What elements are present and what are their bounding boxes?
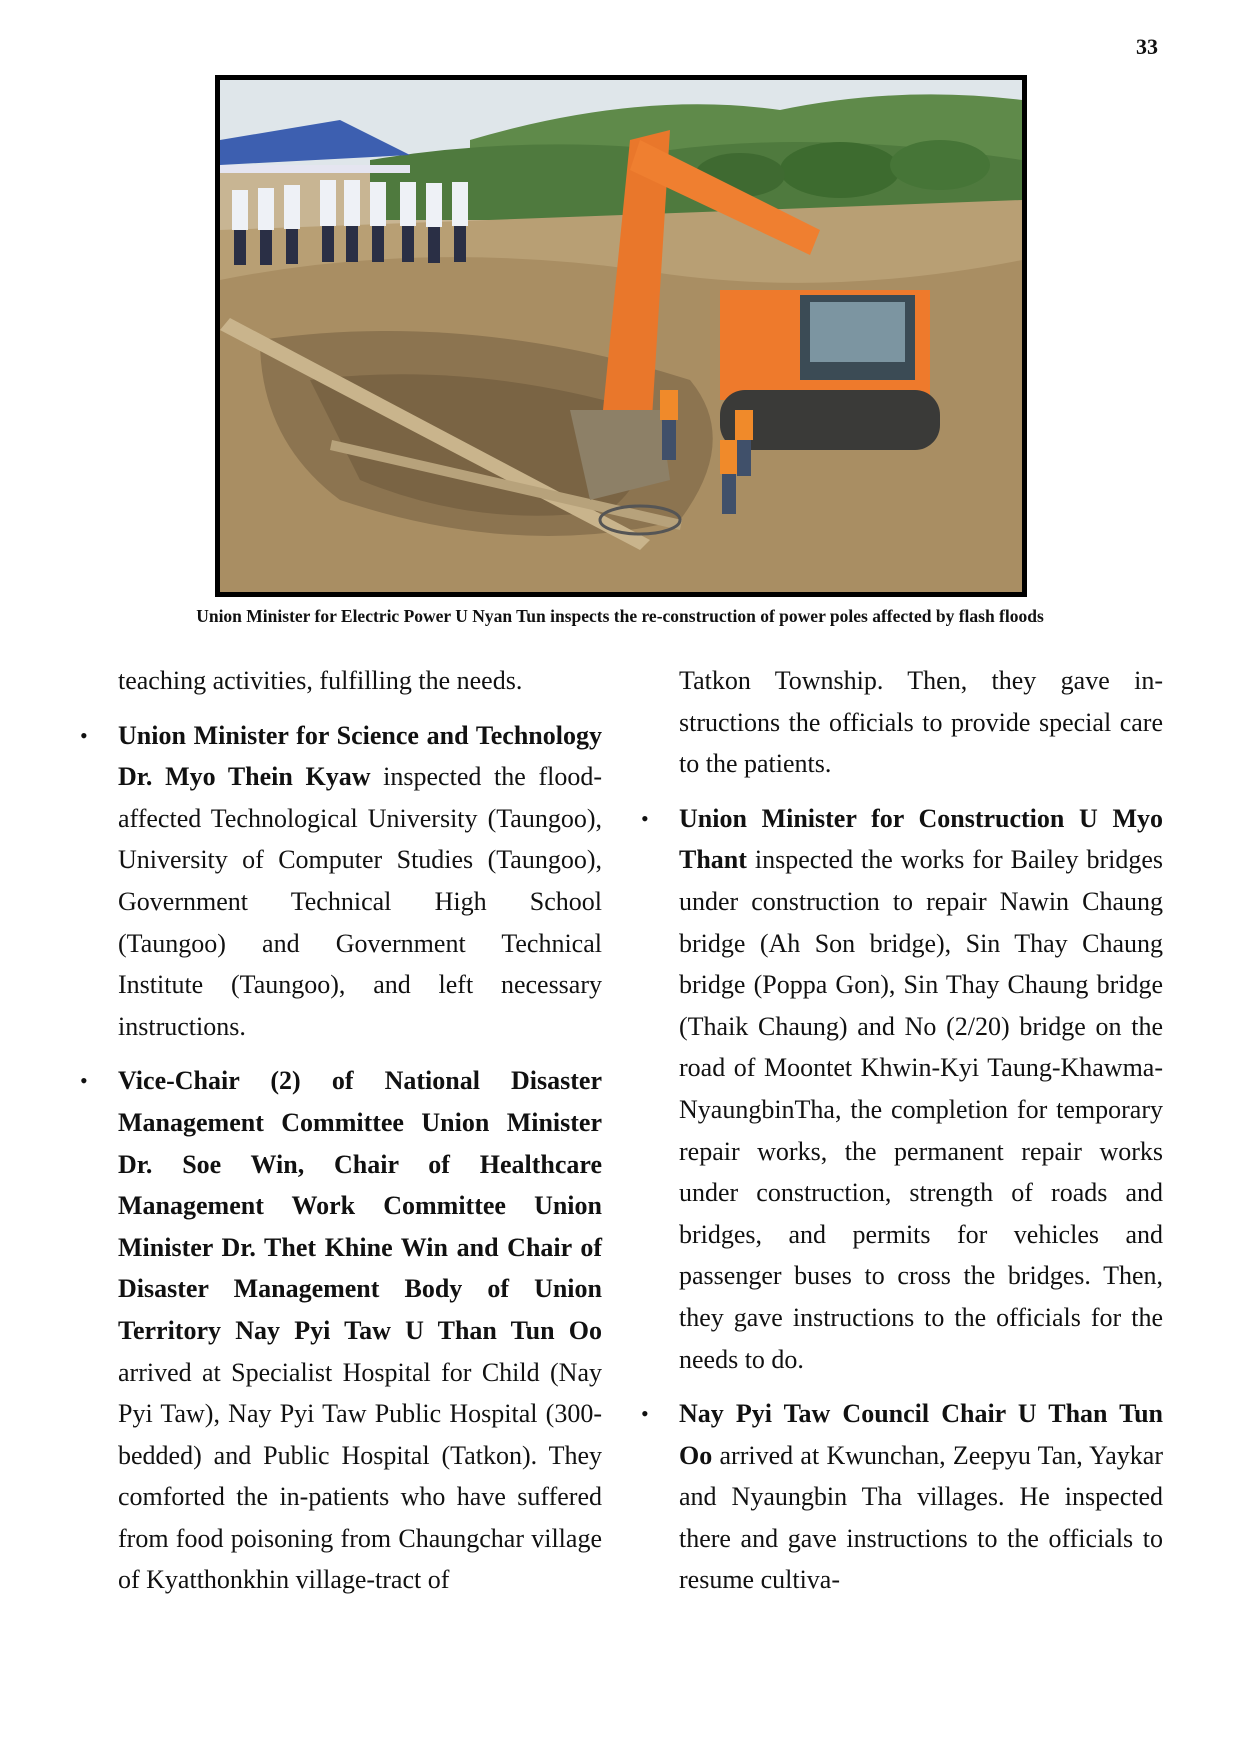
bullet-icon: • (80, 722, 88, 748)
list-item-bold: Union Minister for Construction U Myo Thant (679, 803, 1163, 875)
list-item (641, 1393, 1163, 1601)
right-intro-paragraph: Tatkon Township. Then, they gave instructions the officials to provide special care to the patients. (679, 666, 1163, 779)
left-bullet-list (80, 715, 602, 1601)
right-bullet-list (641, 798, 1163, 1601)
list-item-text: arrived at Specialist Hospital for Child (Nay Pyi Taw), Nay Pyi Taw Public Hospital (300-bedded) and Public Hospital (Tatkon). They comforted the in-patients who have suffered from food poisoning from Chaungchar village of Kyatthonkhin village-tract of (118, 1357, 602, 1595)
bullet-icon: • (641, 1401, 649, 1427)
list-item-bold: Nay Pyi Taw Council Chair U Than Tun Oo (679, 1399, 1163, 1470)
bullet-icon: • (80, 1068, 88, 1094)
photo-excavator-site (215, 75, 1027, 597)
list-item (80, 715, 602, 1048)
left-column (80, 660, 602, 1601)
list-item (641, 798, 1163, 1380)
list-item-text: arrived at Kwunchan, Zeepyu Tan, Yaykar and Nyaungbin Tha villages. He inspected there and gave instructions to the officials to resume cultiva- (679, 1440, 1163, 1595)
list-item (80, 1060, 602, 1601)
left-intro-paragraph: teaching activities, fulfilling the needs. (118, 666, 523, 695)
bullet-icon: • (641, 805, 649, 831)
photo-caption: Union Minister for Electric Power U Nyan Tun inspects the re-construction of power poles affected by flash floods (196, 606, 1044, 626)
list-item-bold: Vice-Chair (2) of National Disaster Management Committee Union Minister Dr. Soe Win, Chair of Healthcare Management Work Committee Union Minister Dr. Thet Khine Win and Chair of Disaster Management Body of Union Territory Nay Pyi Taw U Than Tun Oo (118, 1066, 602, 1345)
page-number: 33 (1136, 34, 1158, 59)
list-item-bold: Union Minister for Science and Technology Dr. Myo Thein Kyaw (118, 720, 602, 792)
right-column (641, 660, 1163, 1601)
list-item-text: inspected the works for Bailey bridges under construction to repair Nawin Chaung bridge (Ah Son bridge), Sin Thay Chaung bridge (Poppa Gon), Sin Thay Chaung bridge (Thaik Chaung) and No (2/20) bridge on the road of Moontet Khwin-Kyi Taung-Khawma-NyaungbinTha, the completion for temporary repair works, the permanent repair works under construction, strength of roads and bridges, and permits for vehicles and passenger buses to cross the bridges. Then, they gave instructions to the officials for the needs to do. (679, 845, 1163, 1374)
list-item-text: inspected the flood-affected Technological University (Taungoo), University of Computer Studies (Taungoo), Government Technical High School (Taungoo) and Government Technical Institute (Taungoo), and left necessary instructions. (118, 762, 602, 1041)
excavator-site-photo-icon (220, 80, 1022, 592)
